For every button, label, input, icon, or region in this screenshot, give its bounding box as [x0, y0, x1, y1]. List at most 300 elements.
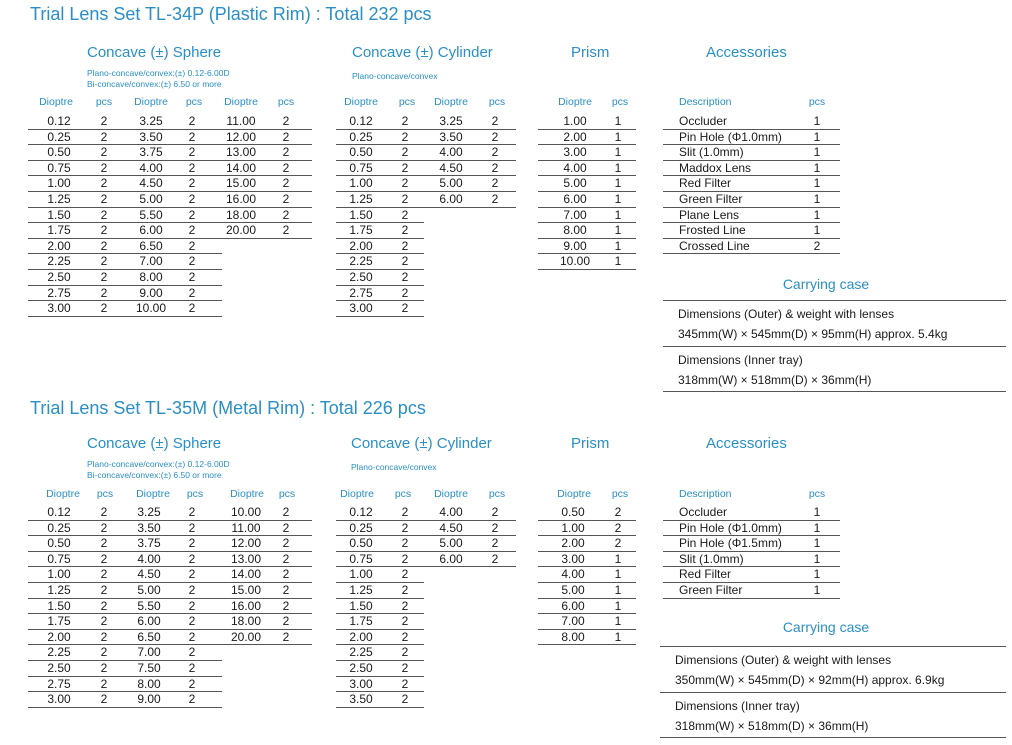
dioptre-value: 0.75 — [349, 160, 373, 175]
dioptre-value: 4.00 — [439, 145, 463, 160]
pcs-value: 2 — [401, 145, 409, 160]
pcs-value: 2 — [188, 145, 196, 160]
dioptre-value: 9.00 — [137, 692, 161, 707]
accessory-description: Pin Hole (Φ1.0mm) — [679, 520, 782, 535]
table-row — [222, 222, 312, 239]
pcs-value: 2 — [188, 270, 196, 284]
accessory-description: Maddox Lens — [679, 160, 752, 175]
dioptre-value: 1.00 — [349, 176, 373, 191]
table-row — [222, 175, 312, 192]
dioptre-value: 5.50 — [139, 207, 163, 222]
accessory-description: Slit (1.0mm) — [679, 145, 744, 160]
accessory-row — [663, 504, 840, 521]
table-row — [538, 207, 636, 224]
pcs-value: 2 — [401, 520, 409, 535]
column-header: pcs — [394, 488, 412, 500]
dioptre-value: 2.75 — [47, 676, 71, 691]
dioptre-value: 8.00 — [139, 270, 163, 284]
table-row — [28, 207, 124, 224]
pcs-value: 2 — [813, 238, 821, 253]
table-row — [124, 644, 222, 661]
dioptre-value: 5.00 — [137, 583, 161, 597]
dioptre-value: 2.00 — [47, 238, 71, 253]
column-header: pcs — [277, 96, 295, 108]
pcs-value: 1 — [614, 223, 622, 238]
table-row — [336, 582, 424, 599]
pcs-value: 2 — [401, 238, 409, 253]
set-title: Trial Lens Set TL-34P (Plastic Rim) : Total 232 pcs — [30, 4, 432, 24]
column-header: Dioptre — [344, 96, 378, 108]
case-outer-value: 350mm(W) × 545mm(D) × 92mm(H) approx. 6.9kg — [675, 673, 945, 687]
table-row — [222, 207, 312, 224]
pcs-value: 2 — [282, 192, 290, 206]
table-row — [28, 300, 124, 317]
dioptre-value: 3.00 — [561, 551, 585, 566]
table-row — [28, 191, 124, 208]
table-row — [222, 582, 312, 599]
dioptre-value: 6.50 — [139, 238, 163, 253]
table-row — [28, 551, 124, 568]
pcs-value: 1 — [614, 629, 622, 644]
pcs-value: 2 — [401, 207, 409, 222]
table-row — [336, 129, 424, 146]
cylinder-note: Plano-concave/convex — [351, 462, 437, 472]
pcs-value: 1 — [813, 114, 821, 128]
table-row — [124, 551, 222, 568]
dioptre-value: 6.00 — [439, 551, 463, 566]
dioptre-value: 7.50 — [137, 661, 161, 675]
table-row — [28, 629, 124, 646]
divider — [660, 737, 1006, 738]
dioptre-value: 5.50 — [137, 598, 161, 613]
pcs-value: 1 — [813, 567, 821, 582]
pcs-value: 1 — [614, 567, 622, 582]
table-row — [336, 660, 424, 677]
accessory-row — [663, 238, 840, 255]
pcs-value: 2 — [401, 505, 409, 519]
table-row — [222, 551, 312, 568]
dioptre-value: 1.25 — [349, 583, 373, 597]
table-row — [28, 129, 124, 146]
accessory-description: Pin Hole (Φ1.0mm) — [679, 129, 782, 144]
cylinder-section-title: Concave (±) Cylinder — [352, 44, 493, 61]
dioptre-value: 3.25 — [137, 505, 161, 519]
accessory-row — [663, 582, 840, 599]
table-row — [336, 238, 424, 255]
table-row — [424, 175, 516, 192]
pcs-value: 2 — [188, 301, 196, 316]
table-row — [336, 520, 424, 537]
column-header: Description — [679, 96, 732, 108]
pcs-value: 1 — [813, 551, 821, 566]
dioptre-value: 2.50 — [47, 661, 71, 675]
cylinder-note: Plano-concave/convex — [352, 71, 438, 81]
pcs-value: 2 — [188, 692, 196, 707]
pcs-value: 2 — [100, 238, 108, 253]
column-header: Dioptre — [230, 488, 264, 500]
table-row — [124, 504, 222, 521]
dioptre-value: 18.00 — [230, 614, 262, 629]
pcs-value: 2 — [491, 145, 499, 160]
table-row — [124, 285, 222, 302]
column-header: Dioptre — [224, 96, 258, 108]
table-row — [222, 566, 312, 583]
table-row — [424, 129, 516, 146]
accessory-row — [663, 113, 840, 130]
pcs-value: 2 — [282, 114, 290, 128]
dioptre-value: 2.50 — [349, 661, 373, 675]
dioptre-value: 10.00 — [559, 254, 591, 269]
pcs-value: 2 — [401, 598, 409, 613]
pcs-value: 2 — [491, 520, 499, 535]
table-row — [538, 113, 636, 130]
pcs-value: 2 — [188, 598, 196, 613]
table-row — [222, 113, 312, 130]
table-row — [538, 613, 636, 630]
accessory-row — [663, 207, 840, 224]
dioptre-value: 2.75 — [47, 285, 71, 300]
accessory-row — [663, 175, 840, 192]
column-header: Dioptre — [134, 96, 168, 108]
pcs-value: 2 — [100, 223, 108, 238]
pcs-value: 2 — [188, 629, 196, 644]
table-row — [124, 129, 222, 146]
pcs-value: 2 — [188, 114, 196, 128]
pcs-value: 2 — [401, 301, 409, 316]
dioptre-value: 0.75 — [47, 160, 71, 175]
dioptre-value: 0.12 — [47, 114, 71, 128]
pcs-value: 2 — [401, 254, 409, 269]
pcs-value: 2 — [282, 160, 290, 175]
pcs-value: 2 — [401, 223, 409, 238]
dioptre-value: 5.00 — [139, 192, 163, 206]
table-row — [124, 520, 222, 537]
pcs-value: 2 — [401, 551, 409, 566]
dioptre-value: 3.75 — [137, 536, 161, 551]
column-header: pcs — [611, 488, 629, 500]
pcs-value: 2 — [491, 505, 499, 519]
pcs-value: 2 — [100, 176, 108, 191]
divider — [663, 346, 1006, 347]
table-row — [222, 504, 312, 521]
dioptre-value: 3.25 — [439, 114, 463, 128]
pcs-value: 2 — [401, 285, 409, 300]
dioptre-value: 3.00 — [563, 145, 587, 160]
pcs-value: 2 — [491, 114, 499, 128]
table-row — [336, 222, 424, 239]
pcs-value: 2 — [188, 614, 196, 629]
dioptre-value: 11.00 — [231, 520, 261, 535]
table-row — [538, 238, 636, 255]
dioptre-value: 0.25 — [349, 520, 373, 535]
pcs-value: 2 — [282, 551, 290, 566]
table-row — [222, 160, 312, 177]
sphere-section-title: Concave (±) Sphere — [87, 435, 222, 452]
sphere-note: Plano-concave/convex:(±) 0.12-6.00D — [87, 459, 230, 469]
accessory-description: Slit (1.0mm) — [679, 551, 744, 566]
pcs-value: 2 — [100, 207, 108, 222]
case-outer-value: 345mm(W) × 545mm(D) × 95mm(H) approx. 5.4kg — [678, 327, 948, 341]
pcs-value: 2 — [401, 160, 409, 175]
table-row — [124, 629, 222, 646]
column-header: Dioptre — [136, 488, 170, 500]
table-row — [336, 300, 424, 317]
table-row — [222, 129, 312, 146]
dioptre-value: 15.00 — [225, 176, 257, 191]
pcs-value: 2 — [100, 645, 108, 660]
pcs-value: 2 — [100, 629, 108, 644]
pcs-value: 1 — [813, 207, 821, 222]
column-header: Dioptre — [39, 96, 73, 108]
dioptre-value: 2.25 — [47, 254, 71, 269]
pcs-value: 2 — [401, 176, 409, 191]
dioptre-value: 1.75 — [349, 614, 373, 629]
pcs-value: 2 — [100, 505, 108, 519]
dioptre-value: 14.00 — [225, 160, 257, 175]
dioptre-value: 0.50 — [47, 145, 71, 160]
column-header: Dioptre — [557, 488, 591, 500]
column-header: Dioptre — [46, 488, 80, 500]
pcs-value: 2 — [188, 223, 196, 238]
pcs-value: 1 — [614, 598, 622, 613]
table-row — [538, 629, 636, 646]
pcs-value: 2 — [401, 614, 409, 629]
pcs-value: 2 — [282, 223, 290, 238]
pcs-value: 2 — [491, 176, 499, 191]
table-row — [336, 504, 424, 521]
pcs-value: 2 — [491, 551, 499, 566]
pcs-value: 2 — [282, 614, 290, 629]
column-header: pcs — [611, 96, 629, 108]
dioptre-value: 1.50 — [47, 207, 71, 222]
column-header: pcs — [808, 488, 826, 500]
pcs-value: 1 — [813, 223, 821, 238]
sphere-note: Plano-concave/convex:(±) 0.12-6.00D — [87, 68, 230, 78]
dioptre-value: 2.25 — [47, 645, 71, 660]
dioptre-value: 2.50 — [47, 270, 71, 284]
table-row — [28, 253, 124, 270]
table-row — [222, 520, 312, 537]
accessory-row — [663, 191, 840, 208]
accessory-row — [663, 144, 840, 161]
pcs-value: 1 — [813, 160, 821, 175]
pcs-value: 2 — [401, 661, 409, 675]
table-row — [424, 504, 516, 521]
table-row — [424, 160, 516, 177]
pcs-value: 2 — [401, 114, 409, 128]
table-row — [222, 535, 312, 552]
dioptre-value: 4.50 — [139, 176, 163, 191]
divider — [660, 692, 1006, 693]
dioptre-value: 3.00 — [349, 676, 373, 691]
pcs-value: 1 — [614, 583, 622, 597]
table-row — [538, 551, 636, 568]
dioptre-value: 4.50 — [439, 160, 463, 175]
table-row — [28, 691, 124, 708]
pcs-value: 1 — [614, 176, 622, 191]
dioptre-value: 0.12 — [349, 114, 373, 128]
dioptre-value: 1.00 — [47, 567, 71, 582]
table-row — [336, 253, 424, 270]
pcs-value: 2 — [100, 536, 108, 551]
dioptre-value: 1.00 — [349, 567, 373, 582]
pcs-value: 2 — [282, 598, 290, 613]
dioptre-value: 3.50 — [439, 129, 463, 144]
pcs-value: 2 — [401, 192, 409, 206]
dioptre-value: 7.00 — [561, 614, 585, 629]
pcs-value: 2 — [188, 645, 196, 660]
accessories-section-title: Accessories — [706, 44, 787, 61]
table-row — [336, 535, 424, 552]
accessory-description: Green Filter — [679, 192, 743, 206]
dioptre-value: 2.00 — [47, 629, 71, 644]
column-header: pcs — [278, 488, 296, 500]
pcs-value: 2 — [188, 536, 196, 551]
table-row — [124, 676, 222, 693]
divider — [663, 391, 1006, 392]
table-row — [538, 582, 636, 599]
pcs-value: 2 — [188, 176, 196, 191]
dioptre-value: 16.00 — [225, 192, 257, 206]
dioptre-value: 4.00 — [137, 551, 161, 566]
column-header: pcs — [185, 96, 203, 108]
accessory-description: Occluder — [679, 505, 728, 519]
table-row — [336, 566, 424, 583]
sphere-note: Bi-concave/convex:(±) 6.50 or more — [87, 79, 222, 89]
table-row — [538, 222, 636, 239]
pcs-value: 2 — [100, 129, 108, 144]
dioptre-value: 1.50 — [349, 598, 373, 613]
pcs-value: 2 — [491, 192, 499, 206]
prism-section-title: Prism — [571, 435, 610, 452]
pcs-value: 2 — [401, 583, 409, 597]
table-row — [336, 269, 424, 286]
column-header: pcs — [808, 96, 826, 108]
table-row — [28, 285, 124, 302]
accessory-description: Pin Hole (Φ1.5mm) — [679, 536, 782, 551]
dioptre-value: 4.00 — [561, 567, 585, 582]
table-row — [424, 551, 516, 568]
table-row — [336, 644, 424, 661]
dioptre-value: 1.75 — [47, 614, 71, 629]
table-row — [538, 191, 636, 208]
table-row — [124, 269, 222, 286]
table-row — [124, 160, 222, 177]
pcs-value: 2 — [100, 614, 108, 629]
pcs-value: 2 — [282, 583, 290, 597]
pcs-value: 2 — [401, 629, 409, 644]
dioptre-value: 20.00 — [225, 223, 257, 238]
pcs-value: 1 — [614, 160, 622, 175]
pcs-value: 2 — [401, 692, 409, 707]
dioptre-value: 5.00 — [439, 176, 463, 191]
accessory-description: Crossed Line — [679, 238, 750, 253]
table-row — [336, 191, 424, 208]
dioptre-value: 3.00 — [47, 692, 71, 707]
table-row — [424, 144, 516, 161]
table-row — [222, 144, 312, 161]
pcs-value: 2 — [282, 505, 290, 519]
table-row — [538, 129, 636, 146]
dioptre-value: 3.75 — [139, 145, 163, 160]
table-row — [336, 144, 424, 161]
pcs-value: 2 — [188, 583, 196, 597]
dioptre-value: 2.25 — [349, 645, 373, 660]
table-row — [222, 598, 312, 615]
dioptre-value: 20.00 — [230, 629, 262, 644]
dioptre-value: 6.50 — [137, 629, 161, 644]
pcs-value: 2 — [188, 238, 196, 253]
table-row — [538, 504, 636, 521]
column-header: pcs — [398, 96, 416, 108]
accessory-description: Frosted Line — [679, 223, 746, 238]
table-row — [124, 144, 222, 161]
table-row — [222, 629, 312, 646]
pcs-value: 2 — [401, 536, 409, 551]
table-row — [124, 175, 222, 192]
table-row — [222, 191, 312, 208]
case-inner-label: Dimensions (Inner tray) — [675, 699, 800, 713]
dioptre-value: 1.50 — [349, 207, 373, 222]
dioptre-value: 2.00 — [349, 629, 373, 644]
accessory-description: Red Filter — [679, 567, 732, 582]
dioptre-value: 0.50 — [349, 145, 373, 160]
table-row — [28, 660, 124, 677]
pcs-value: 2 — [282, 145, 290, 160]
table-row — [336, 160, 424, 177]
pcs-value: 2 — [282, 129, 290, 144]
table-row — [28, 613, 124, 630]
accessory-row — [663, 535, 840, 552]
table-row — [28, 520, 124, 537]
table-row — [336, 613, 424, 630]
carrying-case-title: Carrying case — [782, 619, 870, 635]
pcs-value: 2 — [100, 583, 108, 597]
pcs-value: 2 — [188, 551, 196, 566]
case-inner-label: Dimensions (Inner tray) — [678, 353, 803, 367]
pcs-value: 2 — [100, 598, 108, 613]
pcs-value: 2 — [282, 567, 290, 582]
column-header: Dioptre — [558, 96, 592, 108]
dioptre-value: 5.00 — [439, 536, 463, 551]
dioptre-value: 1.00 — [563, 114, 587, 128]
accessory-row — [663, 129, 840, 146]
dioptre-value: 1.75 — [349, 223, 373, 238]
table-row — [336, 285, 424, 302]
table-row — [336, 676, 424, 693]
table-row — [424, 113, 516, 130]
column-header: Description — [679, 488, 732, 500]
dioptre-value: 7.00 — [563, 207, 587, 222]
pcs-value: 2 — [100, 285, 108, 300]
table-row — [336, 551, 424, 568]
table-row — [124, 566, 222, 583]
dioptre-value: 0.75 — [349, 551, 373, 566]
dioptre-value: 16.00 — [230, 598, 262, 613]
pcs-value: 2 — [100, 160, 108, 175]
dioptre-value: 3.00 — [47, 301, 71, 316]
table-row — [28, 644, 124, 661]
pcs-value: 2 — [188, 129, 196, 144]
dioptre-value: 10.00 — [230, 505, 262, 519]
dioptre-value: 0.25 — [349, 129, 373, 144]
dioptre-value: 3.50 — [349, 692, 373, 707]
pcs-value: 2 — [491, 160, 499, 175]
pcs-value: 2 — [282, 207, 290, 222]
table-row — [538, 144, 636, 161]
dioptre-value: 3.00 — [349, 301, 373, 316]
table-row — [124, 660, 222, 677]
